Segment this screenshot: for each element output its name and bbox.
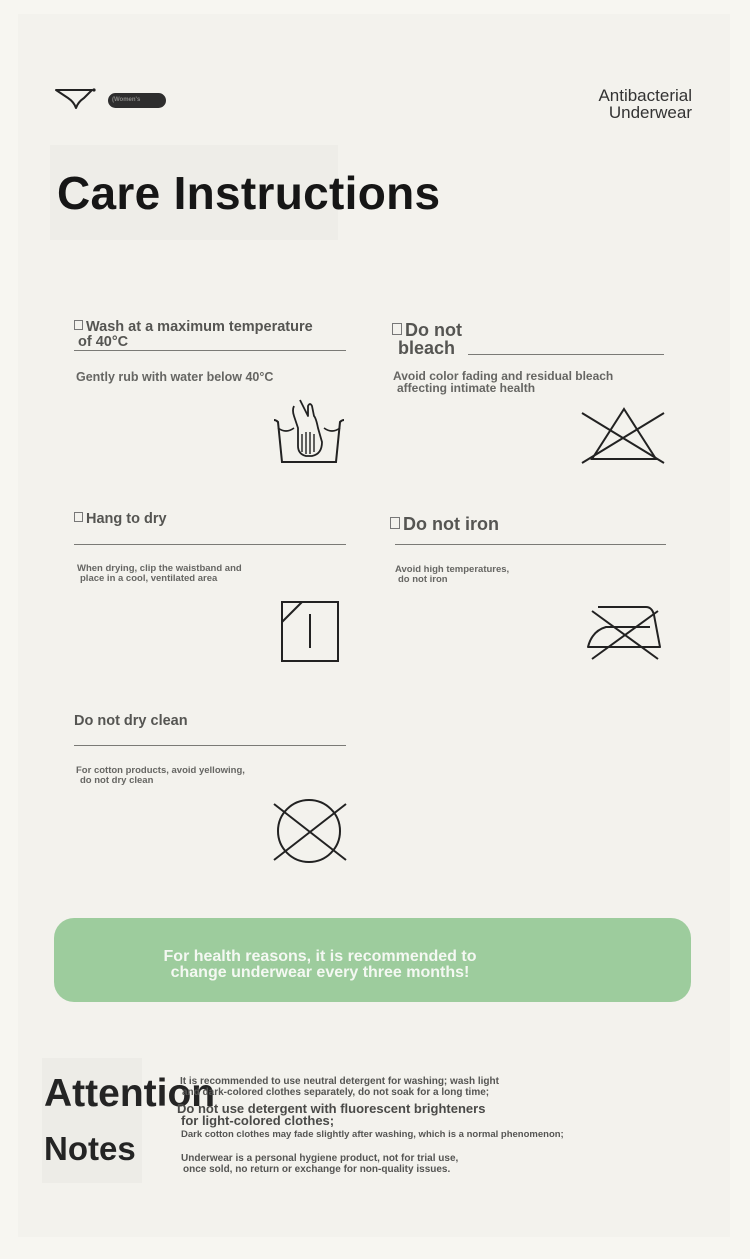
notes-title: Notes bbox=[44, 1130, 136, 1167]
care-item-heading: Do not iron bbox=[390, 515, 670, 533]
care-item-bleach bbox=[392, 321, 672, 471]
hang-dry-icon bbox=[280, 600, 340, 669]
care-item-desc: When drying, clip the waistband and place in a cool, ventilated area bbox=[77, 563, 242, 584]
brand-label bbox=[598, 87, 692, 121]
care-item-desc: Avoid color fading and residual bleach affecting intimate health bbox=[393, 369, 614, 395]
note-line: Underwear is a personal hygiene product, not for trial use, bbox=[181, 1153, 459, 1164]
health-tip-text: For health reasons, it is recommended to change underwear every three months! bbox=[163, 948, 477, 981]
divider bbox=[468, 354, 664, 355]
hand-wash-icon bbox=[272, 398, 348, 469]
care-item-desc: Avoid high temperatures, do not iron bbox=[395, 564, 510, 585]
care-item-heading: Wash at a maximum temperature of 40°C bbox=[74, 320, 354, 350]
divider bbox=[74, 350, 346, 351]
note-line: Dark cotton clothes may fade slightly after washing, which is a normal phenomenon; bbox=[181, 1129, 564, 1140]
attention-title: Attention bbox=[44, 1072, 216, 1115]
divider bbox=[74, 544, 346, 545]
care-item-hang-dry bbox=[74, 512, 354, 672]
care-item-wash bbox=[74, 320, 354, 470]
bullet-box-icon bbox=[74, 320, 83, 330]
bullet-box-icon bbox=[74, 512, 83, 522]
care-item-dry-clean bbox=[74, 714, 354, 874]
health-tip-banner bbox=[54, 918, 691, 1002]
care-item-heading: Do not bleach bbox=[392, 321, 672, 357]
divider bbox=[74, 745, 346, 746]
brand-line-2: Underwear bbox=[608, 103, 692, 122]
divider bbox=[395, 544, 666, 545]
note-line: It is recommended to use neutral detergent for washing; wash light bbox=[180, 1076, 499, 1087]
care-item-desc: Gently rub with water below 40°C bbox=[76, 370, 274, 384]
note-line: Do not use detergent with fluorescent brighteners bbox=[177, 1101, 486, 1116]
care-item-heading: Do not dry clean bbox=[74, 713, 188, 729]
care-item-iron bbox=[390, 515, 670, 665]
note-line: once sold, no return or exchange for non-quality issues. bbox=[183, 1164, 451, 1175]
no-iron-icon bbox=[584, 601, 664, 668]
care-item-heading: Hang to dry bbox=[74, 512, 354, 527]
care-item-desc: For cotton products, avoid yellowing, do not dry clean bbox=[76, 765, 245, 786]
bullet-box-icon bbox=[392, 323, 402, 335]
page-title: Care Instructions bbox=[57, 167, 441, 219]
logo-tag: (Women's bbox=[108, 93, 166, 108]
no-dry-clean-icon bbox=[272, 798, 350, 869]
note-line: and dark-colored clothes separately, do not soak for a long time; bbox=[182, 1087, 490, 1098]
no-bleach-icon bbox=[580, 405, 668, 470]
underwear-logo-icon bbox=[54, 86, 98, 110]
note-line: for light-colored clothes; bbox=[181, 1113, 335, 1128]
brand-line-1: Antibacterial bbox=[598, 86, 692, 105]
bullet-box-icon bbox=[390, 517, 400, 529]
